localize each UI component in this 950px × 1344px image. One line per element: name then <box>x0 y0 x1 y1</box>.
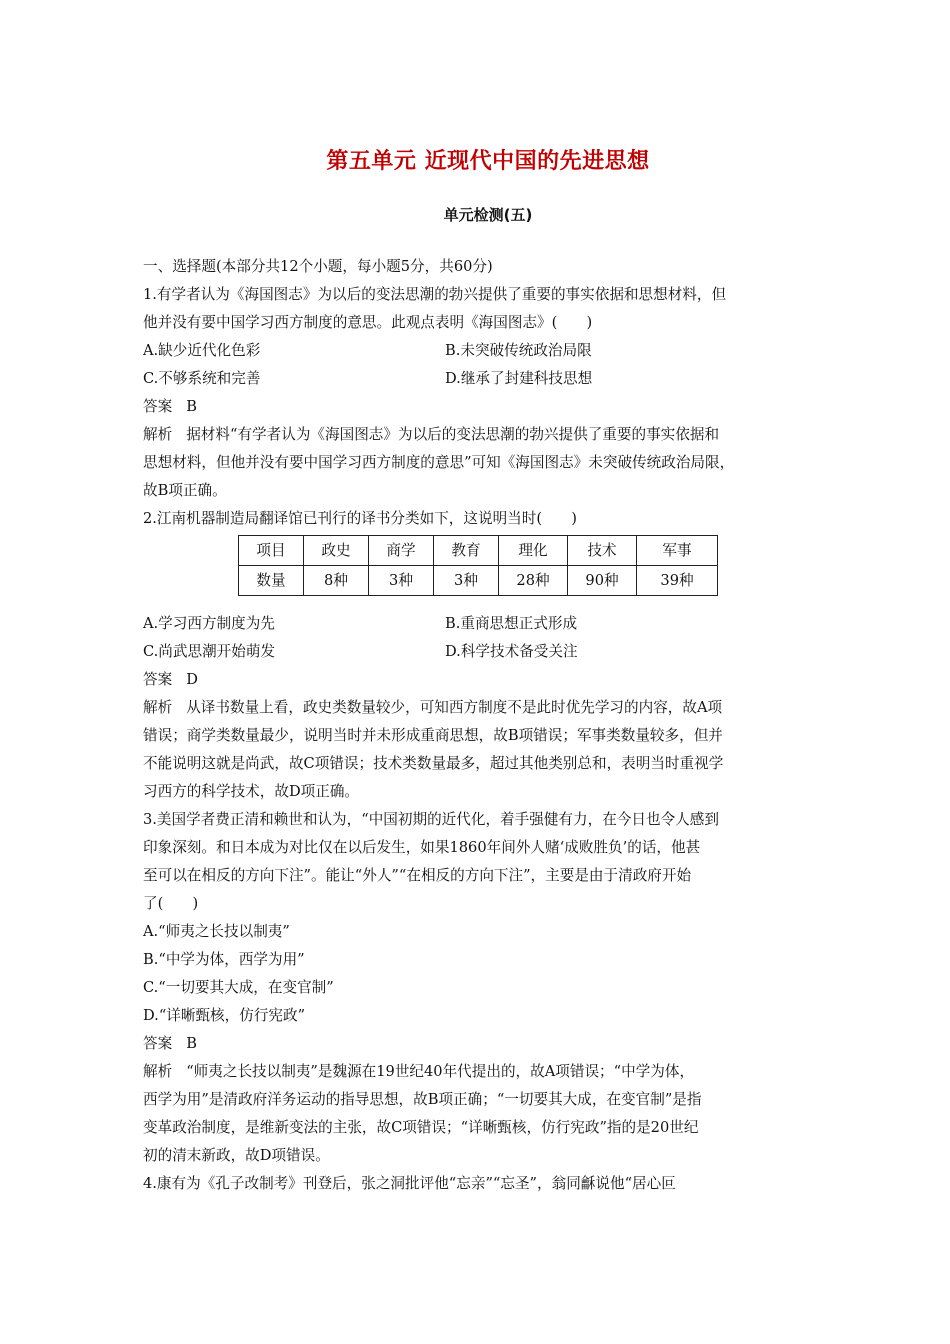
explanation-line <box>143 694 818 722</box>
answer-line <box>143 1030 818 1058</box>
table-header-row <box>239 536 718 566</box>
table-cell: 技术 <box>568 536 637 566</box>
page-title: 第五单元 近现代中国的先进思想 <box>326 149 650 174</box>
table-cell: 3种 <box>434 566 499 596</box>
question-stem-line: 1.有学者认为《海国图志》为以后的变法思潮的勃兴提供了重要的事实依据和思想材料，但 <box>143 286 727 303</box>
option-b: B.“中学为体，西学为用” <box>143 951 305 968</box>
explanation-line: 西学为用”是清政府洋务运动的指导思想，故B项正确；“一切要其大成，在变官制”是指 <box>143 1091 702 1108</box>
explanation-text: 从译书数量上看，政史类数量较少，可知西方制度不是此时优先学习的内容，故A项 <box>186 699 723 716</box>
question-stem-line: 4.康有为《孔子改制考》刊登后，张之洞批评他“忘亲”“忘圣”，翁同龢说他“居心叵 <box>143 1175 676 1192</box>
explanation-line: 变革政治制度，是维新变法的主张，故C项错误；“详晰甄核，仿行宪政”指的是20世纪 <box>143 1119 699 1136</box>
answer-value: D <box>186 671 198 688</box>
question-stem-line: 3.美国学者费正清和赖世和认为，“中国初期的近代化，着手强健有力，在今日也令人感到 <box>143 811 719 828</box>
table-cell: 数量 <box>239 566 304 596</box>
explanation-line: 错误；商学类数量最少，说明当时并未形成重商思想，故B项错误；军事类数量较多，但并 <box>143 727 723 744</box>
option-b: B.重商思想正式形成 <box>445 615 578 632</box>
question-stem-line: 他并没有要中国学习西方制度的意思。此观点表明《海国图志》( ) <box>143 314 593 331</box>
section-heading: 一、选择题(本部分共12个小题，每小题5分，共60分) <box>143 258 493 275</box>
options-row <box>143 610 818 638</box>
explanation-line <box>143 421 818 449</box>
document-body <box>143 253 818 1198</box>
option-b: B.未突破传统政治局限 <box>445 342 592 359</box>
explanation-text: “师夷之长技以制夷”是魏源在19世纪40年代提出的，故A项错误；“中学为体， <box>186 1063 695 1080</box>
explanation-label: 解析 <box>143 1063 173 1080</box>
table-cell: 项目 <box>239 536 304 566</box>
page-subtitle: 单元检测(五) <box>443 206 533 224</box>
table-cell: 3种 <box>369 566 434 596</box>
table-cell: 教育 <box>434 536 499 566</box>
table-cell: 商学 <box>369 536 434 566</box>
option-d: D.科学技术备受关注 <box>445 643 578 660</box>
answer-label: 答案 <box>143 671 173 688</box>
table-cell: 39种 <box>637 566 718 596</box>
options-row <box>143 337 818 365</box>
table-cell: 90种 <box>568 566 637 596</box>
table-row <box>239 566 718 596</box>
table-cell: 理化 <box>499 536 568 566</box>
question-4 <box>143 1170 818 1198</box>
answer-label: 答案 <box>143 398 173 415</box>
options-row <box>143 638 818 666</box>
explanation-line <box>143 1058 818 1086</box>
option-c: C.不够系统和完善 <box>143 370 261 387</box>
question-1 <box>143 281 818 505</box>
answer-label: 答案 <box>143 1035 173 1052</box>
question-stem-line: 2.江南机器制造局翻译馆已刊行的译书分类如下，这说明当时( ) <box>143 510 577 527</box>
option-a: A.缺少近代化色彩 <box>143 342 261 359</box>
table-cell: 军事 <box>637 536 718 566</box>
question-stem-line: 了( ) <box>143 895 199 912</box>
explanation-line: 不能说明这就是尚武，故C项错误；技术类数量最多，超过其他类别总和，表明当时重视学 <box>143 755 724 772</box>
option-c: C.尚武思潮开始萌发 <box>143 643 276 660</box>
explanation-label: 解析 <box>143 699 173 716</box>
table-cell: 8种 <box>304 566 369 596</box>
option-d: D.“详晰甄核，仿行宪政” <box>143 1007 306 1024</box>
table-cell: 政史 <box>304 536 369 566</box>
option-d: D.继承了封建科技思想 <box>445 370 593 387</box>
question-2 <box>143 505 818 806</box>
table-cell: 28种 <box>499 566 568 596</box>
explanation-line: 思想材料，但他并没有要中国学习西方制度的意思”可知《海国图志》未突破传统政治局限， <box>143 454 735 471</box>
explanation-line: 习西方的科学技术，故D项正确。 <box>143 783 360 800</box>
answer-value: B <box>186 1035 197 1052</box>
explanation-line: 初的清末新政，故D项错误。 <box>143 1147 330 1164</box>
option-a: A.“师夷之长技以制夷” <box>143 923 290 940</box>
explanation-line: 故B项正确。 <box>143 482 227 499</box>
options-row <box>143 365 818 393</box>
option-a: A.学习西方制度为先 <box>143 615 275 632</box>
question-stem-line: 印象深刻。和日本成为对比仅在以后发生，如果1860年间外人赌‘成败胜负’的话，他甚 <box>143 839 701 856</box>
answer-line <box>143 666 818 694</box>
answer-value: B <box>186 398 197 415</box>
answer-line <box>143 393 818 421</box>
question-3 <box>143 806 818 1170</box>
explanation-label: 解析 <box>143 426 173 443</box>
explanation-text: 据材料“有学者认为《海国图志》为以后的变法思潮的勃兴提供了重要的事实依据和 <box>186 426 720 443</box>
question-stem-line: 至可以在相反的方向下注”。能让“外人”“在相反的方向下注”，主要是由于清政府开始 <box>143 867 692 884</box>
translation-table <box>238 535 718 596</box>
option-c: C.“一切要其大成，在变官制” <box>143 979 334 996</box>
